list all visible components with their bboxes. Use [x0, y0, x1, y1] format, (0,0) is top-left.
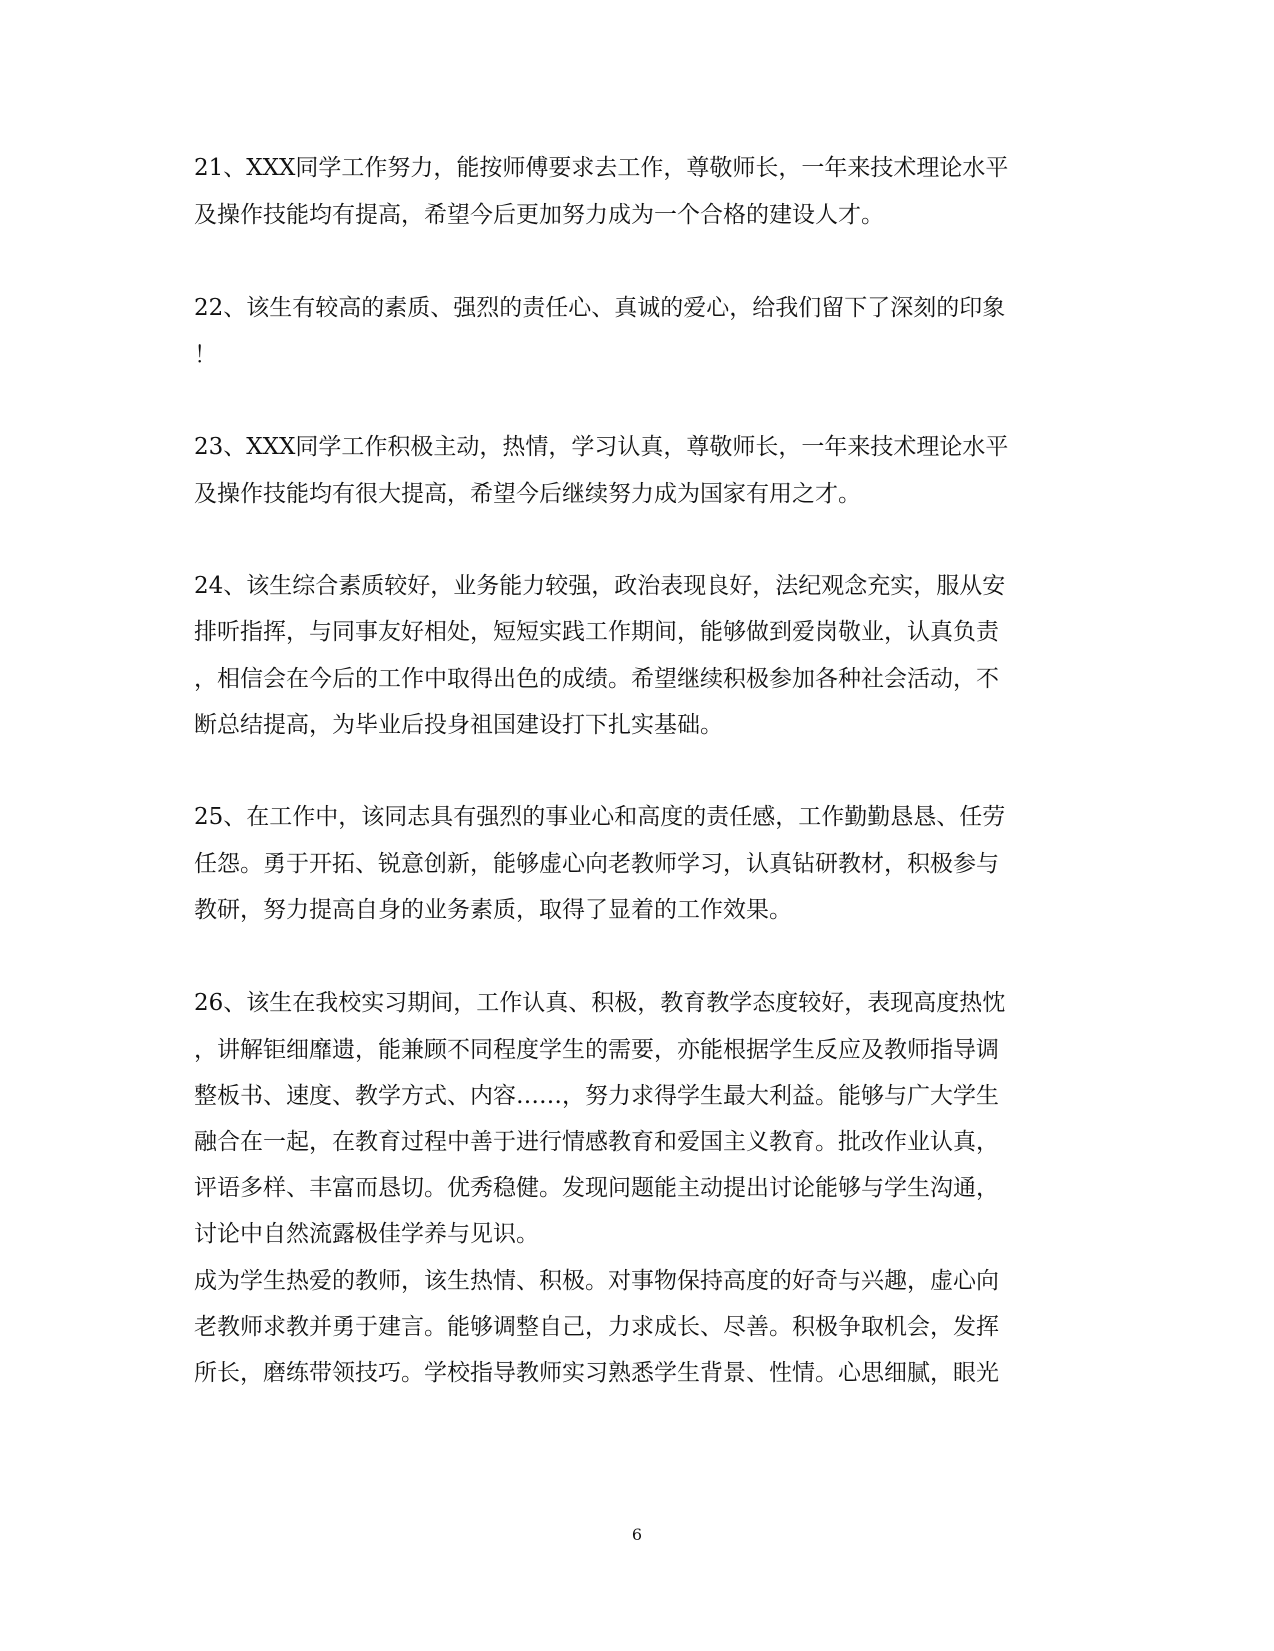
paragraph-25-line-1: 25、在工作中，该同志具有强烈的事业心和高度的责任感，工作勤勤恳恳、任劳	[194, 804, 1006, 830]
paragraph-24-line-4: 断总结提高，为毕业后投身祖国建设打下扎实基础。	[194, 712, 723, 738]
paragraph-26-line-9: 所长，磨练带领技巧。学校指导教师实习熟悉学生背景、性情。心思细腻，眼光	[194, 1360, 999, 1386]
paragraph-25-line-3: 教研，努力提高自身的业务素质，取得了显着的工作效果。	[194, 897, 792, 923]
paragraph-26-line-1: 26、该生在我校实习期间，工作认真、积极，教育教学态度较好，表现高度热忱	[194, 990, 1006, 1016]
paragraph-21-line-1: 21、XXX同学工作努力，能按师傅要求去工作，尊敬师长，一年来技术理论水平	[194, 155, 1009, 181]
paragraph-24-line-1: 24、该生综合素质较好，业务能力较强，政治表现良好，法纪观念充实，服从安	[194, 573, 1006, 599]
paragraph-26-line-6: 讨论中自然流露极佳学养与见识。	[194, 1221, 539, 1247]
paragraph-26-line-8: 老教师求教并勇于建言。能够调整自己，力求成长、尽善。积极争取机会，发挥	[194, 1314, 999, 1340]
paragraph-26-line-7: 成为学生热爱的教师，该生热情、积极。对事物保持高度的好奇与兴趣，虚心向	[194, 1268, 999, 1294]
paragraph-26-line-4: 融合在一起，在教育过程中善于进行情感教育和爱国主义教育。批改作业认真，	[194, 1129, 999, 1155]
paragraph-22-line-1: 22、该生有较高的素质、强烈的责任心、真诚的爱心，给我们留下了深刻的印象	[194, 295, 1006, 321]
paragraph-24-line-3: ，相信会在今后的工作中取得出色的成绩。希望继续积极参加各种社会活动，不	[194, 666, 999, 692]
paragraph-21-line-2: 及操作技能均有提高，希望今后更加努力成为一个合格的建设人才。	[194, 202, 884, 228]
paragraph-24-line-2: 排听指挥，与同事友好相处，短短实践工作期间，能够做到爱岗敬业，认真负责	[194, 619, 999, 645]
paragraph-26-line-2: ，讲解钜细靡遗，能兼顾不同程度学生的需要，亦能根据学生反应及教师指导调	[194, 1037, 999, 1063]
paragraph-26-line-3: 整板书、速度、教学方式、内容……，努力求得学生最大利益。能够与广大学生	[194, 1083, 999, 1109]
paragraph-25-line-2: 任怨。勇于开拓、锐意创新，能够虚心向老教师学习，认真钻研教材，积极参与	[194, 851, 999, 877]
page-number: 6	[631, 1525, 643, 1544]
paragraph-23-line-2: 及操作技能均有很大提高，希望今后继续努力成为国家有用之才。	[194, 481, 861, 507]
paragraph-23-line-1: 23、XXX同学工作积极主动，热情，学习认真，尊敬师长，一年来技术理论水平	[194, 434, 1009, 460]
paragraph-26-line-5: 评语多样、丰富而恳切。优秀稳健。发现问题能主动提出讨论能够与学生沟通，	[194, 1175, 999, 1201]
paragraph-22-line-2: ！	[194, 342, 217, 368]
